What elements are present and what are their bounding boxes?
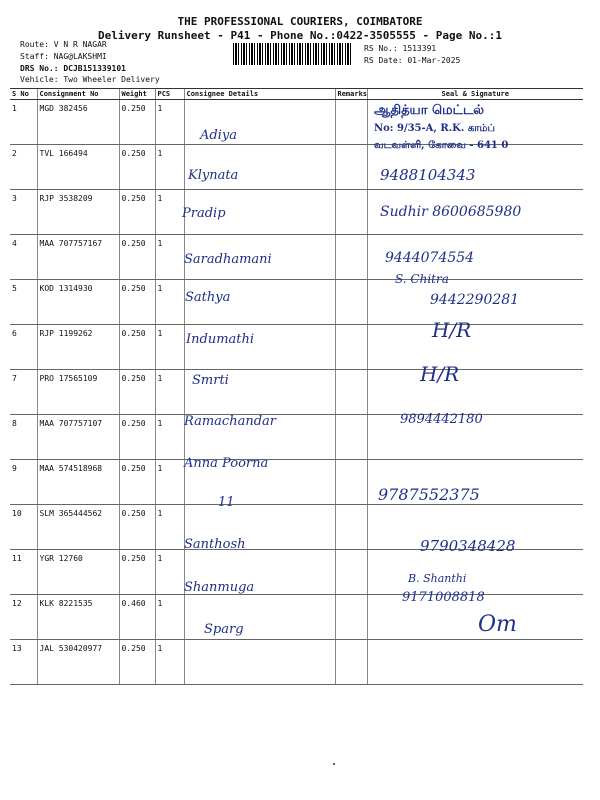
consignee-signature: Saradhamani — [184, 252, 272, 267]
row-consignment: MAA 707757107 — [37, 415, 119, 460]
row-sno: 6 — [10, 325, 37, 370]
hr-mark: H/R — [420, 362, 460, 386]
phone-signature: 9442290281 — [430, 292, 520, 308]
row-consignment: MGD 382456 — [37, 100, 119, 145]
consignee-signature: Sathya — [185, 290, 231, 305]
row-pcs: 1 — [155, 640, 184, 685]
row-remarks — [335, 460, 367, 505]
row-consignment: MAA 707757167 — [37, 235, 119, 280]
row-seal — [367, 370, 583, 415]
consignee-signature: Ramachandar — [184, 414, 276, 429]
row-remarks — [335, 595, 367, 640]
row-weight: 0.250 — [119, 235, 155, 280]
row-weight: 0.250 — [119, 505, 155, 550]
row-sno: 4 — [10, 235, 37, 280]
row-consignment: KLK 8221535 — [37, 595, 119, 640]
consignee-signature: 11 — [218, 495, 235, 510]
row-remarks — [335, 550, 367, 595]
row-sno: 10 — [10, 505, 37, 550]
consignee-signature: Sparg — [204, 622, 244, 637]
row-remarks — [335, 640, 367, 685]
row-remarks — [335, 415, 367, 460]
rs-number: RS No.: 1513391 — [364, 44, 437, 53]
table-row — [10, 235, 583, 280]
consignee-signature: Indumathi — [186, 332, 255, 347]
row-remarks — [335, 505, 367, 550]
row-consignment: RJP 1199262 — [37, 325, 119, 370]
col-pcs: PCS — [155, 89, 184, 100]
table-row — [10, 100, 583, 145]
row-remarks — [335, 280, 367, 325]
col-seal: Seal & Signature — [367, 89, 583, 100]
row-sno: 13 — [10, 640, 37, 685]
row-sno: 8 — [10, 415, 37, 460]
row-pcs: 1 — [155, 325, 184, 370]
row-sno: 1 — [10, 100, 37, 145]
row-consignment: KOD 1314930 — [37, 280, 119, 325]
row-pcs: 1 — [155, 190, 184, 235]
row-sno: 11 — [10, 550, 37, 595]
row-weight: 0.250 — [119, 415, 155, 460]
row-pcs: 1 — [155, 370, 184, 415]
col-sno: S No — [10, 89, 37, 100]
row-weight: 0.250 — [119, 460, 155, 505]
phone-signature: 9444074554 — [385, 250, 475, 266]
row-sno: 2 — [10, 145, 37, 190]
vehicle-label: Vehicle: Two Wheeler Delivery — [20, 75, 160, 84]
stamp-line: வடவள்ளி, கோவை - 641 0 — [374, 140, 509, 151]
row-sno: 5 — [10, 280, 37, 325]
row-sno: 3 — [10, 190, 37, 235]
table-row — [10, 370, 583, 415]
row-consignment: JAL 530420977 — [37, 640, 119, 685]
row-pcs: 1 — [155, 505, 184, 550]
company-title: THE PROFESSIONAL COURIERS, COIMBATORE — [177, 15, 423, 28]
hr-mark: H/R — [432, 318, 472, 342]
table-row — [10, 460, 583, 505]
row-remarks — [335, 370, 367, 415]
row-sno: 9 — [10, 460, 37, 505]
row-consignment: MAA 574518968 — [37, 460, 119, 505]
phone-signature: 9894442180 — [400, 412, 483, 427]
consignee-signature: Klynata — [188, 168, 239, 183]
col-consignment: Consignment No — [37, 89, 119, 100]
receiver-signature: S. Chitra — [395, 272, 449, 286]
row-consignee — [184, 640, 335, 685]
phone-signature: 9790348428 — [420, 537, 516, 555]
row-pcs: 1 — [155, 460, 184, 505]
row-pcs: 1 — [155, 595, 184, 640]
rs-date: RS Date: 01-Mar-2025 — [364, 56, 461, 65]
scan-speck — [333, 763, 335, 765]
stamp-line: No: 9/35-A, R.K. காம்ப் — [374, 123, 495, 134]
consignee-signature: Shanmuga — [184, 580, 255, 595]
row-weight: 0.250 — [119, 145, 155, 190]
row-remarks — [335, 100, 367, 145]
row-pcs: 1 — [155, 235, 184, 280]
row-pcs: 1 — [155, 100, 184, 145]
route-label: Route: V N R NAGAR — [20, 40, 107, 49]
table-row — [10, 550, 583, 595]
table-row — [10, 325, 583, 370]
runsheet-table — [10, 88, 583, 685]
phone-signature: 9171008818 — [402, 590, 485, 605]
receiver-signature: B. Shanthi — [408, 572, 467, 585]
row-weight: 0.460 — [119, 595, 155, 640]
row-consignment: RJP 3538209 — [37, 190, 119, 235]
row-weight: 0.250 — [119, 640, 155, 685]
consignee-signature: Anna Poorna — [184, 456, 269, 471]
row-seal — [367, 640, 583, 685]
col-consignee: Consignee Details — [184, 89, 335, 100]
row-pcs: 1 — [155, 415, 184, 460]
row-sno: 12 — [10, 595, 37, 640]
row-pcs: 1 — [155, 145, 184, 190]
row-remarks — [335, 325, 367, 370]
drs-label: DRS No.: DCJB151339101 — [20, 64, 126, 73]
row-weight: 0.250 — [119, 190, 155, 235]
row-pcs: 1 — [155, 550, 184, 595]
runsheet-title: Delivery Runsheet - P41 - Phone No.:0422-3505555 - Page No.:1 — [98, 29, 502, 42]
row-weight: 0.250 — [119, 550, 155, 595]
row-seal — [367, 550, 583, 595]
row-weight: 0.250 — [119, 325, 155, 370]
row-sno: 7 — [10, 370, 37, 415]
row-remarks — [335, 145, 367, 190]
stamp-line: ஆதித்யா மெட்டல் — [374, 103, 485, 118]
col-remarks: Remarks — [335, 89, 367, 100]
consignee-signature: Santhosh — [184, 537, 246, 552]
row-weight: 0.250 — [119, 370, 155, 415]
row-pcs: 1 — [155, 280, 184, 325]
receiver-signature: Om — [478, 612, 517, 637]
row-remarks — [335, 190, 367, 235]
barcode-image — [233, 43, 353, 65]
table-header-row — [10, 89, 583, 100]
table-row — [10, 640, 583, 685]
col-weight: Weight — [119, 89, 155, 100]
row-remarks — [335, 235, 367, 280]
row-consignment: SLM 365444562 — [37, 505, 119, 550]
row-consignment: PRO 17565109 — [37, 370, 119, 415]
row-consignment: TVL 166494 — [37, 145, 119, 190]
row-seal — [367, 325, 583, 370]
receiver-signature: Sudhir 8600685980 — [380, 204, 522, 220]
row-weight: 0.250 — [119, 100, 155, 145]
table-row — [10, 415, 583, 460]
phone-signature: 9488104343 — [380, 166, 476, 184]
row-weight: 0.250 — [119, 280, 155, 325]
staff-label: Staff: NAG@LAKSHMI — [20, 52, 107, 61]
row-consignment: YGR 12760 — [37, 550, 119, 595]
consignee-signature: Smrti — [192, 373, 229, 388]
consignee-signature: Pradip — [182, 206, 226, 221]
phone-signature: 9787552375 — [378, 485, 480, 504]
consignee-signature: Adiya — [200, 128, 237, 143]
